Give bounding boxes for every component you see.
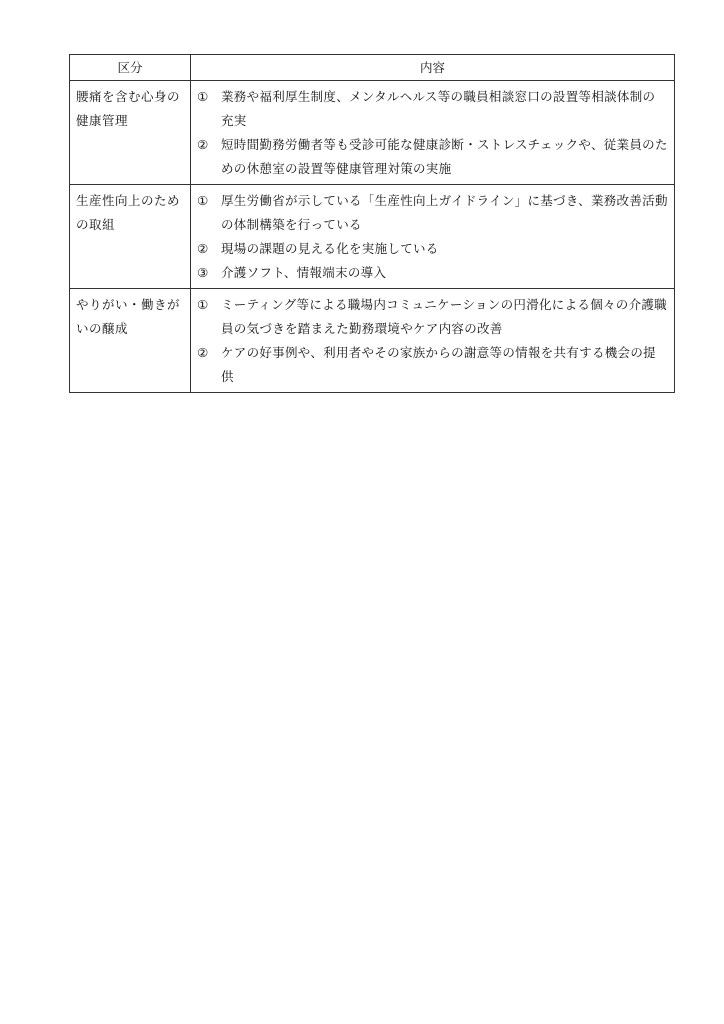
list-item: [197, 261, 668, 285]
category-cell: 腰痛を含む心身の健康管理: [70, 81, 191, 185]
header-content: 内容: [191, 55, 675, 81]
category-cell: やりがい・働きがいの醸成: [70, 289, 191, 393]
item-text: 厚生労働省が示している「生産性向上ガイドライン」に基づき、業務改善活動の体制構築を行っている: [221, 193, 668, 232]
item-number: ②: [197, 241, 209, 256]
item-number: ③: [197, 265, 209, 280]
header-category: 区分: [70, 55, 191, 81]
content-cell: [191, 289, 675, 393]
category-cell: 生産性向上のための取組: [70, 185, 191, 289]
list-item: [197, 293, 668, 341]
measures-table: [69, 54, 675, 393]
list-item: [197, 189, 668, 237]
table-row: [70, 289, 675, 393]
header-row: [70, 55, 675, 81]
list-item: [197, 237, 668, 261]
item-number: ②: [197, 137, 209, 152]
item-number: ②: [197, 345, 209, 360]
item-text: 短時間勤務労働者等も受診可能な健康診断・ストレスチェックや、従業員のための休憩室の設置等健康管理対策の実施: [221, 137, 668, 176]
item-text: 業務や福利厚生制度、メンタルヘルス等の職員相談窓口の設置等相談体制の充実: [221, 89, 656, 128]
item-text: ケアの好事例や、利用者やその家族からの謝意等の情報を共有する機会の提供: [221, 345, 656, 384]
item-number: ①: [197, 193, 209, 208]
table-row: [70, 185, 675, 289]
table-row: [70, 81, 675, 185]
item-text: 現場の課題の見える化を実施している: [221, 241, 439, 256]
item-text: ミーティング等による職場内コミュニケーションの円滑化による個々の介護職員の気づきを踏まえた勤務環境やケア内容の改善: [221, 297, 668, 336]
list-item: [197, 341, 668, 389]
list-item: [197, 85, 668, 133]
item-number: ①: [197, 89, 209, 104]
list-item: [197, 133, 668, 181]
content-cell: [191, 81, 675, 185]
item-text: 介護ソフト、情報端末の導入: [221, 265, 387, 280]
item-number: ①: [197, 297, 209, 312]
content-cell: [191, 185, 675, 289]
